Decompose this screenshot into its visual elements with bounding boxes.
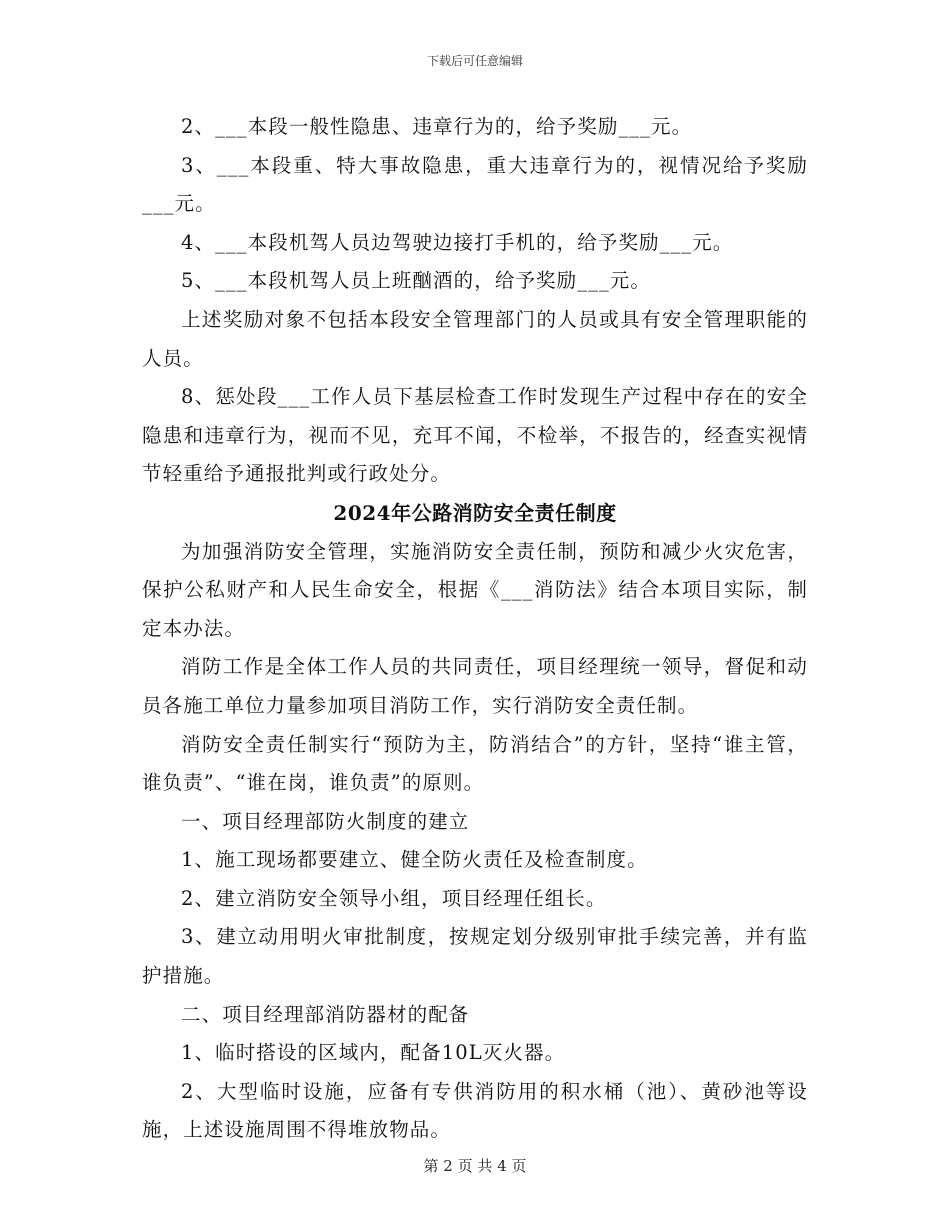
- paragraph: 消防安全责任制实行“预防为主，防消结合”的方针，坚持“谁主管，谁负责”、“谁在岗，谁负责”的原则。: [142, 732, 808, 795]
- paragraph: 消防工作是全体工作人员的共同责任，项目经理统一领导，督促和动员各施工单位力量参加项目消防工作，实行消防安全责任制。: [142, 655, 808, 717]
- page-footer: 第 2 页 共 4 页: [423, 1157, 527, 1175]
- subsection-heading: 二、项目经理部消防器材的配备: [181, 1002, 470, 1026]
- paragraph: 2、___本段一般性隐患、违章行为的，给予奖励___元。: [181, 115, 693, 138]
- paragraph: 1、临时搭设的区域内，配备10L灭火器。: [181, 1041, 566, 1065]
- section-title: 2024年公路消防安全责任制度: [333, 500, 617, 525]
- paragraph: 2、大型临时设施，应备有专供消防用的积水桶（池）、黄砂池等设施，上述设施周围不得堆放物品。: [142, 1079, 808, 1142]
- paragraph: 上述奖励对象不包括本段安全管理部门的人员或具有安全管理职能的人员。: [142, 307, 808, 370]
- subsection-heading: 一、项目经理部防火制度的建立: [181, 809, 470, 833]
- paragraph: 1、施工现场都要建立、健全防火责任及检查制度。: [181, 848, 648, 872]
- paragraph: 4、___本段机驾人员边驾驶边接打手机的，给予奖励___元。: [181, 230, 734, 254]
- paragraph: 5、___本段机驾人员上班酗酒的，给予奖励___元。: [181, 269, 652, 293]
- page-header: 下载后可任意编辑: [426, 54, 523, 68]
- paragraph: 2、建立消防安全领导小组，项目经理任组长。: [181, 886, 607, 910]
- paragraph: 8、惩处段___工作人员下基层检查工作时发现生产过程中存在的安全隐患和违章行为，视而不见，充耳不闻，不检举，不报告的，经查实视情节轻重给予通报批判或行政处分。: [142, 385, 808, 486]
- paragraph: 3、建立动用明火审批制度，按规定划分级别审批手续完善，并有监护措施。: [142, 925, 808, 988]
- paragraph: 为加强消防安全管理，实施消防安全责任制，预防和减少火灾危害，保护公私财产和人民生命安全，根据《___消防法》结合本项目实际，制定本办法。: [142, 539, 808, 640]
- document-body: [142, 108, 808, 1150]
- paragraph: 3、___本段重、特大事故隐患，重大违章行为的，视情况给予奖励___元。: [142, 153, 808, 216]
